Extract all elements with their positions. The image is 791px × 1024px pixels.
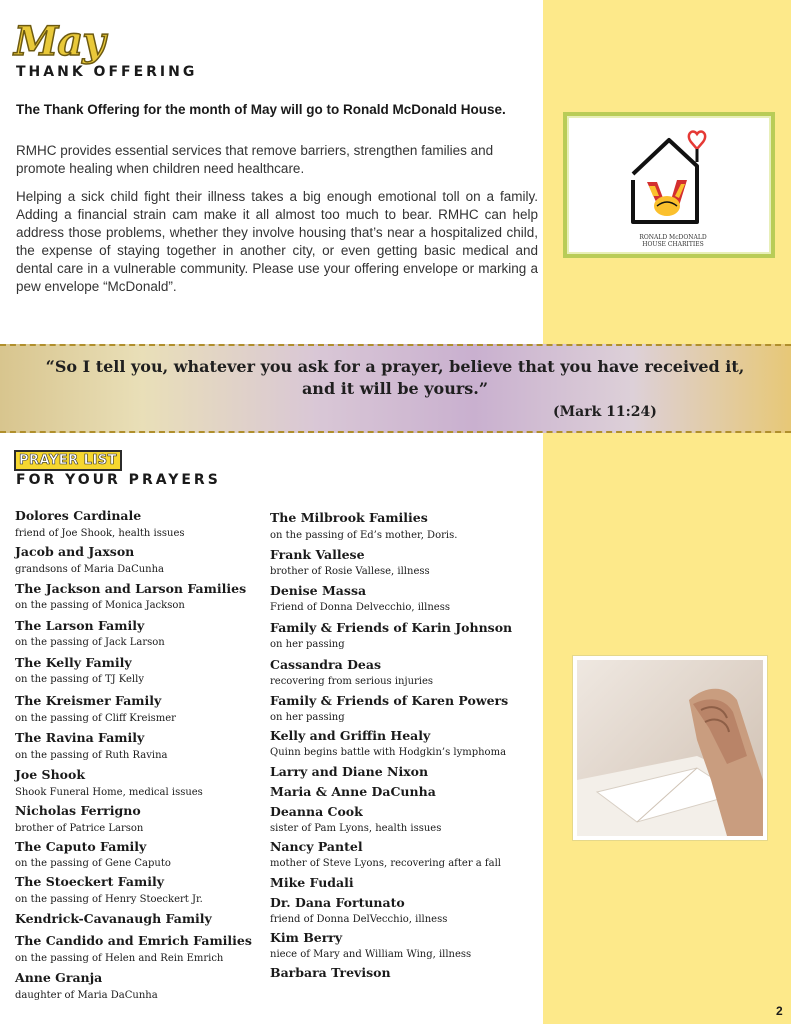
prayer-name: The Candido and Emrich Families — [15, 933, 252, 948]
quote-reference: (Mark 11:24) — [553, 404, 657, 420]
ronald-mcdonald-house-icon — [627, 122, 711, 234]
prayer-list-title: PRAYER LIST — [14, 450, 122, 471]
prayer-name: Dolores Cardinale — [15, 508, 142, 523]
prayer-name: The Larson Family — [15, 618, 145, 633]
prayer-name: Kim Berry — [270, 930, 343, 945]
prayer-name: Family & Friends of Karin Johnson — [270, 620, 513, 635]
prayer-note: recovering from serious injuries — [270, 676, 434, 687]
intro-paragraph-1: RMHC provides essential services that remove barriers, strengthen families and promote healing when children need healthcare. — [16, 143, 494, 176]
prayer-name: Dr. Dana Fortunato — [270, 895, 405, 910]
prayer-note: on the passing of Cliff Kreismer — [15, 713, 176, 724]
prayer-note: on the passing of Helen and Rein Emrich — [15, 953, 224, 964]
prayer-list-subtitle: FOR YOUR PRAYERS — [16, 472, 221, 488]
prayer-note: niece of Mary and William Wing, illness — [270, 949, 472, 960]
prayer-photo-frame — [573, 656, 767, 840]
prayer-name: The Kelly Family — [15, 655, 132, 670]
prayer-note: brother of Rosie Vallese, illness — [270, 566, 430, 577]
prayer-note: friend of Joe Shook, health issues — [15, 528, 185, 539]
prayer-note: on the passing of Ruth Ravina — [15, 750, 168, 761]
prayer-note: grandsons of Maria DaCunha — [15, 564, 165, 575]
prayer-name: Deanna Cook — [270, 804, 363, 819]
intro-lead: The Thank Offering for the month of May will go to Ronald McDonald House. — [16, 102, 506, 117]
prayer-name: Cassandra Deas — [270, 657, 382, 672]
prayer-name: Kelly and Griffin Healy — [270, 728, 431, 743]
prayer-name: Frank Vallese — [270, 547, 365, 562]
prayer-name: Nicholas Ferrigno — [15, 803, 141, 818]
prayer-note: Quinn begins battle with Hodgkin’s lymphoma — [270, 747, 507, 758]
prayer-name: Family & Friends of Karen Powers — [270, 693, 509, 708]
praying-hands-icon — [577, 660, 763, 836]
prayer-name: Kendrick-Cavanaugh Family — [15, 911, 212, 926]
page-number: 2 — [776, 1004, 783, 1018]
prayer-name: Denise Massa — [270, 583, 367, 598]
prayer-name: The Caputo Family — [15, 839, 147, 854]
prayer-note: on the passing of Henry Stoeckert Jr. — [15, 894, 203, 905]
prayer-note: on the passing of Ed’s mother, Doris. — [270, 530, 458, 541]
prayer-name: The Milbrook Families — [270, 510, 428, 525]
prayer-note: on her passing — [270, 712, 345, 723]
logo-caption: RONALD McDONALD HOUSE CHARITIES — [639, 234, 707, 248]
prayer-name: The Ravina Family — [15, 730, 145, 745]
month-title: May — [14, 18, 105, 65]
rmhc-logo-frame — [563, 112, 775, 258]
prayer-note: on the passing of TJ Kelly — [15, 674, 144, 685]
prayer-note: daughter of Maria DaCunha — [15, 990, 158, 1001]
prayer-name: Maria & Anne DaCunha — [270, 784, 436, 799]
prayer-name: The Jackson and Larson Families — [15, 581, 247, 596]
prayer-note: Shook Funeral Home, medical issues — [15, 787, 203, 798]
prayer-note: on the passing of Monica Jackson — [15, 600, 185, 611]
prayer-note: brother of Patrice Larson — [15, 823, 144, 834]
intro-paragraph-2: Helping a sick child fight their illness takes a big enough emotional toll on a family. Adding a financial strain cam make it all almost too much to bear. RMHC can help address those problems, whether they involve housing that’s near a hospitalized child, the expense of staying together in another city, or even getting basic medical and dental care in a vulnerable community. Please use your offering envelope or marking a pew envelope “McDonald”. — [16, 189, 538, 294]
prayer-note: on the passing of Jack Larson — [15, 637, 165, 648]
bible-quote: “So I tell you, whatever you ask for a prayer, believe that you have received it, and it will be yours.” — [45, 357, 745, 398]
prayer-note: friend of Donna DelVecchio, illness — [270, 914, 448, 925]
prayer-note: on the passing of Gene Caputo — [15, 858, 171, 869]
prayer-name: Jacob and Jaxson — [15, 544, 135, 559]
section-heading: THANK OFFERING — [16, 64, 198, 80]
prayer-note: on her passing — [270, 639, 345, 650]
prayer-note: mother of Steve Lyons, recovering after a fall — [270, 858, 501, 869]
prayer-name: The Stoeckert Family — [15, 874, 164, 889]
prayer-name: Barbara Trevison — [270, 965, 391, 980]
prayer-note: Friend of Donna Delvecchio, illness — [270, 602, 450, 613]
prayer-note: sister of Pam Lyons, health issues — [270, 823, 442, 834]
prayer-name: Joe Shook — [15, 767, 86, 782]
prayer-name: Mike Fudali — [270, 875, 354, 890]
prayer-name: Larry and Diane Nixon — [270, 764, 429, 779]
prayer-name: The Kreismer Family — [15, 693, 162, 708]
praying-hands-photo — [577, 660, 763, 836]
prayer-name: Nancy Pantel — [270, 839, 363, 854]
prayer-name: Anne Granja — [15, 970, 103, 985]
